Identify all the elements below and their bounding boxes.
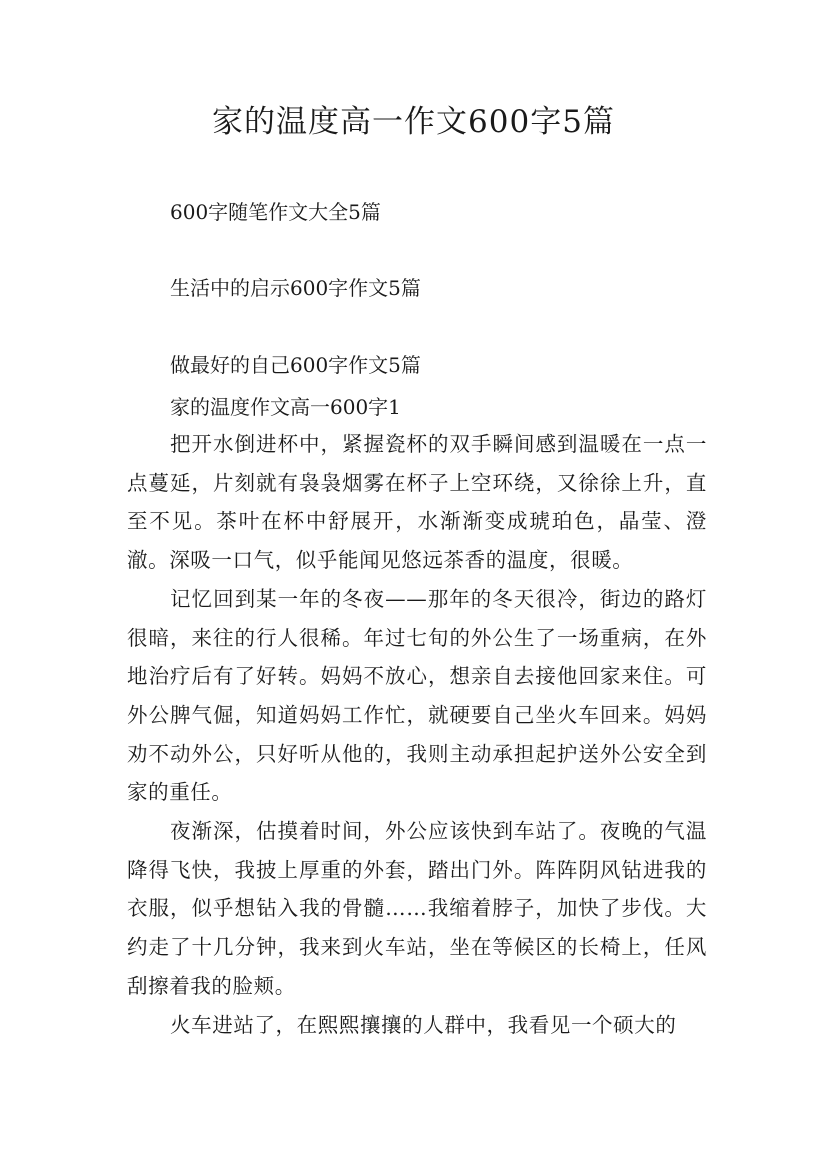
essay-body xyxy=(127,425,707,1044)
toc-line: 做最好的自己600字作文5篇 xyxy=(170,353,421,377)
paragraph: 记忆回到某一年的冬夜——那年的冬天很冷，街边的路灯很暗，来往的行人很稀。年过七旬的外公生了一场重病，在外地治疗后有了好转。妈妈不放心，想亲自去接他回家来住。可外公脾气倔，知道妈妈工作忙，就硬要自己坐火车回来。妈妈劝不动外公，只好听从他的，我则主动承担起护送外公安全到家的重任。 xyxy=(127,586,707,805)
section-heading: 家的温度作文高一600字1 xyxy=(170,395,401,419)
paragraph: 夜渐深，估摸着时间，外公应该快到车站了。夜晚的气温降得飞快，我披上厚重的外套，踏出门外。阵阵阴风钻进我的衣服，似乎想钻入我的骨髓……我缩着脖子，加快了步伐。大约走了十几分钟，我来到火车站，坐在等候区的长椅上，任风刮擦着我的脸颊。 xyxy=(127,819,707,998)
document-title: 家的温度高一作文600字5篇 xyxy=(212,104,615,140)
toc-line: 生活中的启示600字作文5篇 xyxy=(170,276,421,300)
paragraph: 把开水倒进杯中，紧握瓷杯的双手瞬间感到温暖在一点一点蔓延，片刻就有袅袅烟雾在杯子上空环绕，又徐徐上升，直至不见。茶叶在杯中舒展开，水渐渐变成琥珀色，晶莹、澄澈。深吸一口气，似乎能闻见悠远茶香的温度，很暖。 xyxy=(127,432,707,573)
paragraph: 火车进站了，在熙熙攘攘的人群中，我看见一个硕大的 xyxy=(170,1012,677,1037)
toc-line: 600字随笔作文大全5篇 xyxy=(170,200,381,224)
